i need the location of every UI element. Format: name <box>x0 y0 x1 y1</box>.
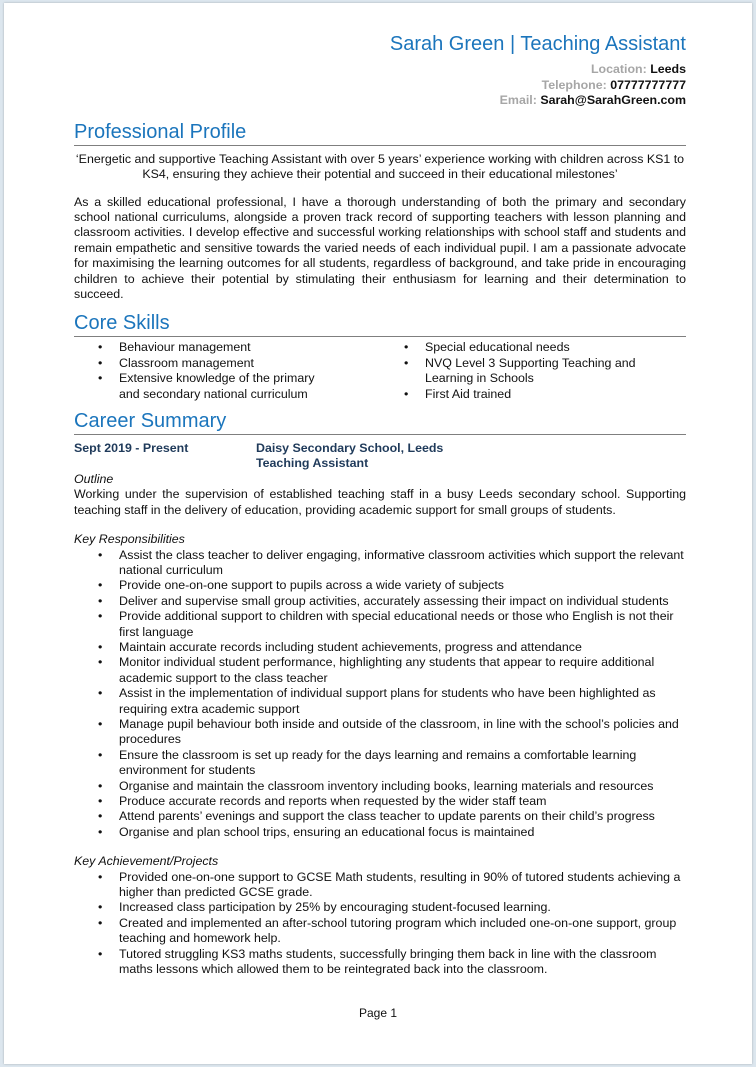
list-item: • Created and implemented an after-school tutoring program which included one-on-one support, group teaching and homework help. <box>74 916 686 947</box>
list-item: • Organise and maintain the classroom inventory including books, learning materials and resources <box>74 779 686 794</box>
telephone-line <box>74 78 686 94</box>
list-item: • Produce accurate records and reports when requested by the wider staff team <box>74 794 686 809</box>
email-value: Sarah@SarahGreen.com <box>540 93 686 108</box>
cv-page <box>4 3 752 1064</box>
skill-item: • Extensive knowledge of the primary and secondary national curriculum <box>74 371 380 402</box>
profile-quote: ‘Energetic and supportive Teaching Assistant with over 5 years’ experience working with children across KS1 to KS4, ensuring they achieve their potential and succeed in their educational milestones’ <box>75 151 685 182</box>
responsibilities-list <box>74 548 686 841</box>
list-item: • Provided one-on-one support to GCSE Math students, resulting in 90% of tutored students achieving a higher than predicted GCSE grade. <box>74 870 686 901</box>
achievements-label: Key Achievement/Projects <box>74 854 219 869</box>
skill-item: • NVQ Level 3 Supporting Teaching and Learning in Schools <box>380 356 686 387</box>
telephone-value: 07777777777 <box>610 77 686 92</box>
cv-content <box>74 3 686 977</box>
list-item: • Provide additional support to children with special educational needs or those who English is not their first language <box>74 609 686 640</box>
profile-heading: Professional Profile <box>74 120 686 146</box>
page-number: Page 1 <box>358 1006 398 1020</box>
skill-item: • Classroom management <box>74 356 380 371</box>
list-item: • Ensure the classroom is set up ready for the days learning and remains a comfortable learning environment for students <box>74 748 686 779</box>
job-details <box>256 441 443 472</box>
skills-left-list <box>74 340 380 402</box>
email-line <box>74 93 686 109</box>
career-heading: Career Summary <box>74 409 686 435</box>
location-line <box>74 62 686 78</box>
list-item: • Maintain accurate records including student achievements, progress and attendance <box>74 640 686 655</box>
email-label: Email: <box>499 93 537 108</box>
list-item: • Provide one-on-one support to pupils across a wide variety of subjects <box>74 578 686 593</box>
list-item: • Increased class participation by 25% by encouraging student-focused learning. <box>74 900 686 915</box>
list-item: • Assist the class teacher to deliver engaging, informative classroom activities which support the relevant national curriculum <box>74 548 686 579</box>
job-date: Sept 2019 - Present <box>74 441 189 456</box>
name-title: Sarah Green | Teaching Assistant <box>389 33 686 55</box>
outline-label: Outline <box>74 471 114 486</box>
job-row <box>74 441 686 472</box>
achievements-list <box>74 870 686 978</box>
outline-text: Working under the supervision of established teaching staff in a busy Leeds secondary school. Supporting teaching staff in the delivery of education, providing academic support for small groups of students. <box>74 487 686 517</box>
profile-body: As a skilled educational professional, I have a thorough understanding of both the primary and secondary school national curriculums, alongside a proven track record of supporting teachers with lesson planning and classroom activities. I develop effective and successful working relationships with school staff and students and remain empathetic and sensitive towards the varied needs of each individual pupil. I am a passionate advocate for maximising the learning outcomes for all students, regardless of background, and take pride in encouraging children to achieve their potential by stimulating their enthusiasm for learning and their determination to succeed. <box>74 194 686 302</box>
job-role: Teaching Assistant <box>256 456 369 471</box>
list-item: • Deliver and supervise small group activities, accurately assessing their impact on individual students <box>74 594 686 609</box>
skill-item: • Special educational needs <box>380 340 686 355</box>
cv-header <box>74 31 686 109</box>
list-item: • Tutored struggling KS3 maths students, successfully bringing them back in line with the classroom maths lessons which allowed them to be reintegrated back into the classroom. <box>74 947 686 978</box>
skills-columns <box>74 340 686 402</box>
location-label: Location: <box>590 62 647 76</box>
list-item: • Manage pupil behaviour both inside and outside of the classroom, in line with the school’s policies and procedures <box>74 717 686 748</box>
skills-right-list <box>380 340 686 402</box>
responsibilities-label: Key Responsibilities <box>74 532 185 547</box>
location-value: Leeds <box>650 62 686 76</box>
skill-item: • First Aid trained <box>380 387 686 402</box>
list-item: • Assist in the implementation of individual support plans for students who have been highlighted as requiring extra academic support <box>74 686 686 717</box>
skill-item: • Behaviour management <box>74 340 380 355</box>
list-item: • Monitor individual student performance, highlighting any students that appear to require additional academic support to the class teacher <box>74 655 686 686</box>
list-item: • Organise and plan school trips, ensuring an educational focus is maintained <box>74 825 686 840</box>
telephone-label: Telephone: <box>541 77 607 92</box>
list-item: • Attend parents’ evenings and support the class teacher to update parents on their child’s progress <box>74 809 686 824</box>
skills-heading: Core Skills <box>74 311 686 337</box>
job-employer: Daisy Secondary School, Leeds <box>256 441 444 456</box>
